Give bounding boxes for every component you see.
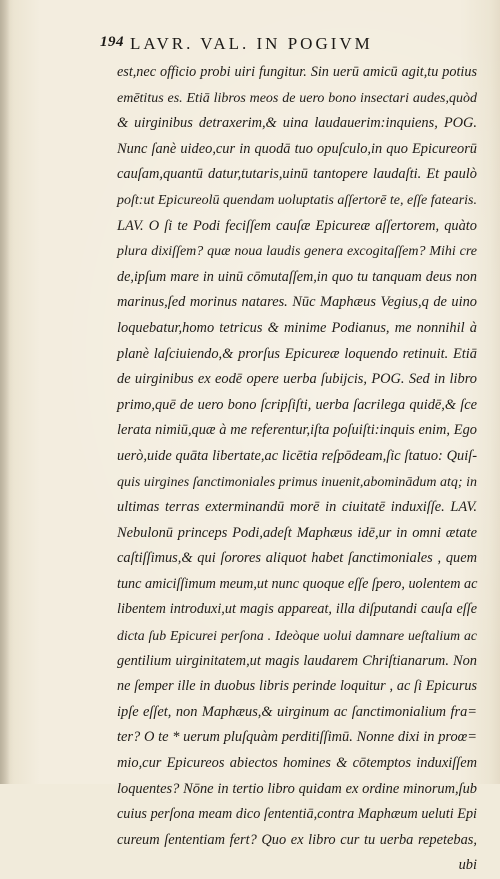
page-number: 194 <box>100 34 124 50</box>
text-line: cuius perſona meam dico ſententiā,contra Maphæum ueluti Epi <box>117 806 477 823</box>
text-line: mio,cur Epicureos abiectos homines & cōtemptos induxiſſem <box>117 755 477 772</box>
text-line: LAV. O ſi te Podi feciſſem cauſæ Epicureæ aſſertorem, quàto <box>117 217 477 234</box>
text-line: ter? O te * uerum pluſquàm perditiſſimū. Nonne dixi in proœ= <box>117 729 477 746</box>
text-line: cauſam,quantū datur,tutaris,uinū tantopere laudaſti. Et paulò <box>117 166 477 183</box>
running-title: LAVR. VAL. IN POGIVM <box>130 34 373 53</box>
text-line: primo,quē de uero bono ſcripſiſti, uerba ſacrilega quidē,& ſce <box>117 396 477 413</box>
text-line: cureum ſententiam fert? Quo ex libro cur tu uerba repetebas, <box>117 831 477 848</box>
text-line: Nebulonū princeps Podi,adeſt Maphæus idē,ur in omni ætate <box>117 524 477 541</box>
text-line: gentilium uirginitatem,ut magis laudarem Chriſtianarum. Non <box>117 652 477 669</box>
page-header <box>100 34 460 58</box>
text-line: tunc amiciſſimum meum,ut nunc quoque eſſe ſpero, uolentem ac <box>117 575 478 592</box>
text-line: loquebatur,homo tetricus & minime Podianus, me nonnihil à <box>117 319 477 336</box>
text-line: ne ſemper ille in duobus libris perinde loquitur , ac ſi Epicurus <box>117 678 477 695</box>
page-gutter-shadow <box>0 0 10 784</box>
text-line: quis uirgines ſanctimoniales primus inuenit,abominādum atq; in <box>117 474 477 490</box>
text-line: marinus,ſed morinus natares. Nūc Maphæus Vegius,q de uino <box>117 294 477 311</box>
text-line: caſtiſſimus,& qui ſorores aliquot habet ſanctimoniales , quem <box>117 550 477 567</box>
text-line: lerata nimiū,quæ à me referentur,iſta poſuiſti:inquis enim, Ego <box>117 422 477 439</box>
text-line: plura dixiſſem? quæ noua laudis genera excogitaſſem? Mihi cre <box>117 244 477 260</box>
body-text <box>117 60 477 879</box>
text-line: planè laſciuiendo,& prorſus Epicureæ loquendo retinuit. Etiā <box>117 345 477 362</box>
text-line: dicta ſub Epicurei perſona . Ideòque uolui damnare ueſtalium ac <box>117 628 477 644</box>
text-line: loquentes? Nōne in tertio libro quidam ex ordine minorum,ſub <box>117 780 477 797</box>
catchword: ubi <box>458 857 477 874</box>
text-line: poſt:ut Epicureolū quendam uoluptatis aſſertorē te, eſſe fatearis. <box>117 192 477 208</box>
text-line: Nunc ſanè uideo,cur in quodā tuo opuſculo,in quo Epicureorū <box>117 140 477 157</box>
text-line: & uirginibus detraxerim,& uina laudauerim:inquiens, POG. <box>117 115 477 132</box>
text-line: uerò,uide quāta libertate,ac licētia reſpōdeam,ſic ſtatuo: Quiſ- <box>117 447 477 464</box>
text-line: de uirginibus ex eodē opere uerba ſubijcis, POG. Sed in libro <box>117 371 477 388</box>
text-line: emētitus es. Etiā libros meos de uero bono insectari audes,quòd <box>117 90 477 106</box>
text-line: libentem introduxi,ut magis appareat, illa diſputandi cauſa eſſe <box>117 601 477 618</box>
text-line: ipſe eſſet, non Maphæus,& uirginum ac ſanctimonialium fra= <box>117 703 477 720</box>
text-line: de,ipſum mare in uinū cōmutaſſem,in quo tu tanquam deus non <box>117 268 477 285</box>
text-line: ultimas terras exterminandū morē in ciuitatē induxiſſe. LAV. <box>117 499 477 516</box>
text-line: est,nec officio probi uiri fungitur. Sin uerū amicū agit,tu potius <box>117 64 477 80</box>
